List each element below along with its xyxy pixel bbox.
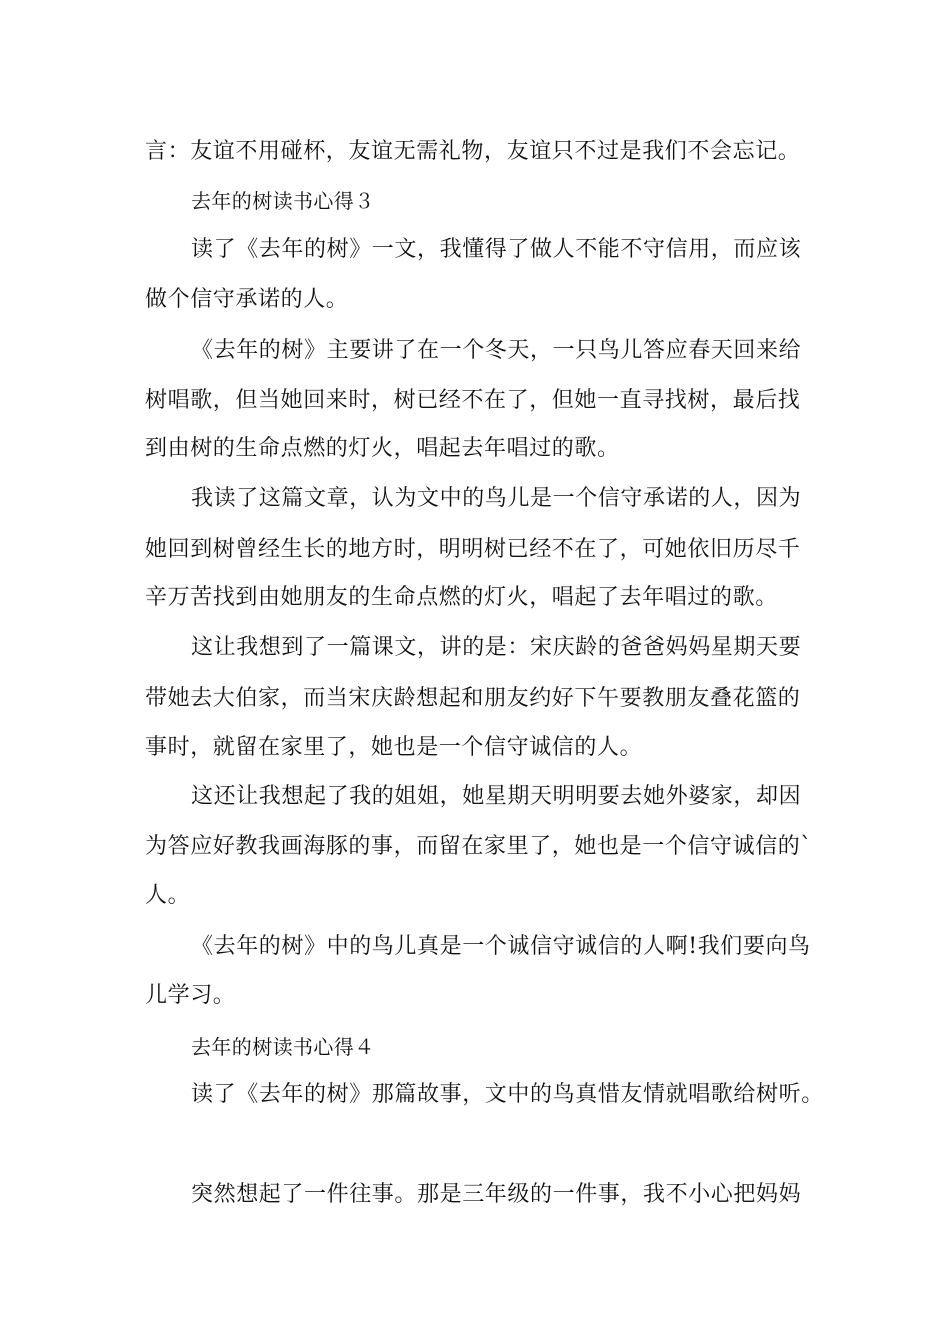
section-heading: 去年的树读书心得４: [191, 1035, 375, 1059]
paragraph-line: 突然想起了一件往事。那是三年级的一件事，我不小心把妈妈: [191, 1182, 802, 1207]
paragraph-line: 到由树的生命点燃的灯火，唱起去年唱过的歌。: [145, 436, 620, 461]
paragraph-line: 为答应好教我画海豚的事，而留在家里了，她也是一个信守诚信的`: [145, 834, 813, 859]
paragraph-line: 《去年的树》主要讲了在一个冬天，一只鸟儿答应春天回来给: [191, 338, 802, 363]
paragraph-line: 人。: [145, 883, 191, 908]
section-heading: 去年的树读书心得３: [191, 189, 375, 213]
paragraph-line: 事时，就留在家里了，她也是一个信守诚信的人。: [145, 735, 643, 760]
paragraph-line: 做个信守承诺的人。: [145, 287, 349, 312]
paragraph-line: 这还让我想起了我的姐姐，她星期天明明要去她外婆家，却因: [191, 784, 802, 809]
paragraph-line: 辛万苦找到由她朋友的生命点燃的灯火，唱起了去年唱过的歌。: [145, 585, 778, 610]
paragraph-line: 带她去大伯家，而当宋庆龄想起和朋友约好下午要教朋友叠花篮的: [145, 686, 801, 711]
paragraph-line: 《去年的树》中的鸟儿真是一个诚信守诚信的人啊!我们要向鸟: [191, 934, 811, 959]
paragraph-line: 树唱歌，但当她回来时，树已经不在了，但她一直寻找树，最后找: [145, 388, 801, 413]
paragraph-line: 读了《去年的树》那篇故事，文中的鸟真惜友情就唱歌给树听。: [191, 1082, 824, 1107]
paragraph-line: 言：友谊不用碰杯，友谊无需礼物，友谊只不过是我们不会忘记。: [145, 139, 801, 164]
paragraph-line: 读了《去年的树》一文，我懂得了做人不能不守信用，而应该: [191, 237, 802, 262]
paragraph-line: 我读了这篇文章，认为文中的鸟儿是一个信守承诺的人，因为: [191, 486, 802, 511]
paragraph-line: 儿学习。: [145, 983, 236, 1008]
paragraph-line: 这让我想到了一篇课文，讲的是：宋庆龄的爸爸妈妈星期天要: [191, 635, 802, 660]
paragraph-line: 她回到树曾经生长的地方时，明明树已经不在了，可她依旧历尽千: [145, 537, 801, 562]
